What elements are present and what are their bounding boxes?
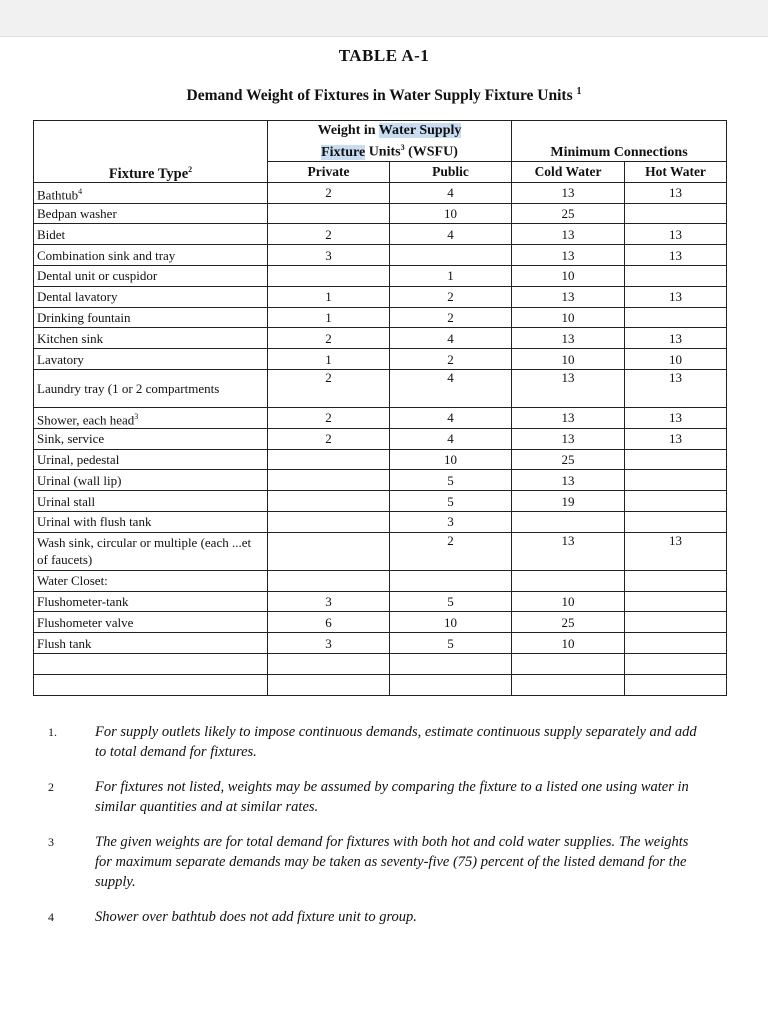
cell-fixture-type-text: Flushometer-tank [37,593,129,609]
cell-public [390,428,512,449]
cell-cold-water [512,407,625,428]
header-cold-water: Cold Water [512,162,625,183]
cell-public-text: 4 [447,330,454,346]
cell-fixture-type-text: Sink, service [37,431,105,447]
cell-hot-water-text: 13 [669,330,682,346]
footnote-item [40,832,700,892]
header-public: Public [390,162,512,183]
cell-hot-water [625,328,727,349]
cell-public [390,511,512,532]
cell-fixture-type [34,224,268,245]
cell-cold-water [512,328,625,349]
cell-fixture-type-text: Dental lavatory [37,289,118,305]
cell-cold-water [512,532,625,570]
cell-cold-water [512,470,625,491]
cell-cold-water [512,307,625,328]
table-row [34,349,727,370]
table-row [34,182,727,203]
cell-cold-water [512,182,625,203]
cell-hot-water-text: 13 [669,247,682,263]
cell-fixture-type [34,449,268,470]
cell-private [268,182,390,203]
cell-public [390,653,512,674]
cell-cold-water [512,674,625,695]
cell-private [268,449,390,470]
cell-private-text: 3 [325,593,332,609]
table-row [34,428,727,449]
cell-hot-water [625,532,727,570]
cell-fixture-type [34,407,268,428]
cell-private-text: 2 [325,330,332,346]
table-row [34,511,727,532]
cell-private-text: 2 [325,431,332,447]
cell-cold-water [512,203,625,224]
cell-fixture-type [34,265,268,286]
cell-fixture-type-text: Kitchen sink [37,330,104,346]
cell-fixture-type [34,491,268,512]
cell-fixture-type-text: Flushometer valve [37,614,134,630]
subtitle-text: Demand Weight of Fixtures in Water Supply Fixture Units [186,87,573,105]
cell-private [268,633,390,654]
cell-private [268,470,390,491]
cell-public [390,407,512,428]
cell-public [390,182,512,203]
footnote-number: 4 [48,910,54,924]
cell-fixture-type-text: Flush tank [37,635,92,651]
cell-hot-water-text: 10 [669,351,682,367]
cell-fixture-type-text: Urinal, pedestal [37,451,120,467]
cell-public [390,286,512,307]
cell-public-text: 2 [447,309,454,325]
cell-private-text: 1 [325,351,332,367]
cell-private-text: 6 [325,614,332,630]
cell-fixture-type-text: Lavatory [37,351,84,367]
cell-private [268,224,390,245]
cell-fixture-type [34,307,268,328]
cell-cold-water-text: 13 [561,410,575,426]
cell-public [390,532,512,570]
footnote-text: Shower over bathtub does not add fixture unit to group. [95,909,417,925]
cell-cold-water-text: 25 [561,614,575,630]
cell-cold-water [512,224,625,245]
table-row [34,265,727,286]
footnote-number: 2 [48,780,54,794]
header-row-group [34,121,727,162]
cell-cold-water [512,511,625,532]
table-row [34,286,727,307]
cell-public-text: 5 [447,472,454,488]
cell-hot-water [625,224,727,245]
cell-cold-water [512,591,625,612]
cell-private-text: 2 [325,410,332,426]
header-min-connections: Minimum Connections [512,121,727,162]
cell-public-text: 2 [447,351,454,367]
table-row [34,307,727,328]
fixture-units-table [33,120,727,696]
cell-hot-water [625,307,727,328]
cell-private-text: 1 [325,289,332,305]
cell-private-text: 2 [325,226,332,242]
table-row [34,674,727,695]
cell-public [390,307,512,328]
cell-private [268,245,390,266]
cell-fixture-type [34,328,268,349]
footnote-item [40,907,700,927]
cell-public [390,369,512,407]
cell-fixture-type-text: Shower, each head [37,412,135,428]
cell-private-text: 3 [325,247,332,263]
cell-private [268,491,390,512]
cell-private [268,653,390,674]
cell-private [268,349,390,370]
cell-cold-water-text: 13 [561,289,575,305]
cell-fixture-type-text: Urinal with flush tank [37,514,152,530]
table-row [34,491,727,512]
cell-hot-water [625,570,727,591]
cell-hot-water [625,653,727,674]
footnotes [40,722,700,942]
cell-private [268,428,390,449]
cell-cold-water [512,265,625,286]
cell-fixture-type [34,428,268,449]
cell-hot-water [625,245,727,266]
footnote-text: For fixtures not listed, weights may be assumed by comparing the fixture to a listed one using water in similar quantities and at similar rates. [95,779,689,815]
cell-hot-water-text: 13 [669,185,682,201]
header-hot-water: Hot Water [625,162,727,183]
cell-cold-water-text: 10 [561,635,575,651]
table-row [34,612,727,633]
cell-hot-water [625,633,727,654]
table-row [34,203,727,224]
cell-cold-water [512,449,625,470]
table-row [34,369,727,407]
table-row [34,591,727,612]
footnote-text: For supply outlets likely to impose continuous demands, estimate continuous supply separately and add to total demand for fixtures. [95,724,697,760]
cell-private [268,328,390,349]
cell-private [268,203,390,224]
cell-hot-water-text: 13 [669,226,682,242]
cell-hot-water [625,612,727,633]
cell-hot-water [625,349,727,370]
cell-fixture-type [34,511,268,532]
cell-hot-water-text: 13 [669,289,682,305]
table-row [34,245,727,266]
cell-public-text: 10 [444,451,457,467]
cell-public-text: 4 [447,410,454,426]
wsfu-label-post-1: Units [365,145,401,160]
cell-hot-water [625,182,727,203]
cell-cold-water-text: 13 [561,330,575,346]
cell-private-text: 2 [325,369,332,385]
wsfu-highlight-1: Water Supply [378,123,462,139]
header-private: Private [268,162,390,183]
cell-public [390,449,512,470]
cell-cold-water-text: 13 [561,472,575,488]
cell-fixture-type-text: Bidet [37,226,66,242]
cell-fixture-type [34,570,268,591]
cell-cold-water-text: 13 [561,185,575,201]
cell-fixture-type [34,633,268,654]
cell-public-text: 10 [444,614,457,630]
cell-hot-water [625,470,727,491]
cell-public-text: 2 [447,289,454,305]
cell-fixture-type [34,349,268,370]
fixture-footnote-mark: 4 [78,186,83,196]
cell-cold-water [512,491,625,512]
cell-public [390,470,512,491]
cell-public [390,570,512,591]
cell-cold-water-text: 10 [561,593,575,609]
cell-private [268,570,390,591]
cell-private [268,612,390,633]
cell-fixture-type [34,674,268,695]
cell-cold-water [512,570,625,591]
cell-cold-water [512,369,625,407]
cell-public [390,612,512,633]
wsfu-label-pre: Weight in [317,123,379,139]
cell-cold-water [512,349,625,370]
cell-fixture-type [34,532,268,570]
cell-private-text: 3 [325,635,332,651]
cell-hot-water [625,491,727,512]
cell-fixture-type [34,612,268,633]
cell-fixture-type [34,653,268,674]
cell-public [390,224,512,245]
cell-hot-water [625,203,727,224]
cell-public-text: 4 [447,431,454,447]
cell-public [390,203,512,224]
cell-private [268,286,390,307]
cell-hot-water-text: 13 [669,369,682,385]
cell-cold-water [512,612,625,633]
cell-private [268,591,390,612]
header-wsfu-group [268,121,512,162]
footnote-item [40,777,700,817]
cell-hot-water [625,369,727,407]
cell-cold-water [512,653,625,674]
cell-hot-water [625,428,727,449]
cell-cold-water-text: 10 [561,268,575,284]
cell-fixture-type [34,182,268,203]
footnote-number: 3 [48,835,54,849]
table-row [34,224,727,245]
wsfu-label-post-2: (WSFU) [404,145,458,160]
cell-fixture-type [34,591,268,612]
table-row [34,570,727,591]
footnote-number: 1. [48,725,57,739]
cell-private-text: 1 [325,309,332,325]
cell-cold-water-text: 25 [561,451,575,467]
cell-fixture-type-text: Laundry tray (1 or 2 compartments [37,380,220,396]
cell-public-text: 2 [447,532,454,548]
cell-cold-water-text: 19 [561,493,575,509]
table-row [34,532,727,570]
cell-cold-water-text: 13 [561,247,575,263]
cell-fixture-type-text: Wash sink, circular or multiple (each ...et of faucets) [37,535,252,568]
cell-public-text: 10 [444,205,457,221]
cell-cold-water [512,633,625,654]
cell-fixture-type-text: Urinal (wall lip) [37,472,122,488]
footnote-item [40,722,700,762]
cell-cold-water [512,245,625,266]
cell-fixture-type-text: Bathtub [37,186,79,202]
cell-hot-water-text: 13 [669,431,682,447]
cell-hot-water-text: 13 [669,532,682,548]
cell-hot-water [625,286,727,307]
cell-private [268,369,390,407]
cell-public-text: 4 [447,185,454,201]
cell-hot-water-text: 13 [669,410,682,426]
cell-public-text: 5 [447,493,454,509]
cell-public [390,265,512,286]
cell-fixture-type [34,369,268,407]
cell-private-text: 2 [325,185,332,201]
cell-private [268,265,390,286]
cell-public-text: 5 [447,635,454,651]
cell-public-text: 3 [447,514,454,530]
cell-hot-water [625,511,727,532]
cell-cold-water-text: 13 [561,431,575,447]
header-fixture-type [34,121,268,183]
cell-hot-water [625,674,727,695]
fixture-type-footnote-mark: 2 [188,164,193,174]
fixture-type-label: Fixture Type [108,165,189,182]
cell-public-text: 1 [447,268,454,284]
cell-public [390,674,512,695]
cell-hot-water [625,591,727,612]
fixture-footnote-mark: 3 [134,411,139,421]
cell-fixture-type-text: Bedpan washer [37,205,117,221]
table-row [34,449,727,470]
cell-cold-water-text: 13 [561,532,575,548]
cell-fixture-type-text: Water Closet: [37,573,108,589]
table-row [34,328,727,349]
cell-fixture-type [34,470,268,491]
cell-fixture-type-text: Dental unit or cuspidor [37,268,158,284]
cell-public [390,349,512,370]
cell-public [390,591,512,612]
cell-private [268,307,390,328]
cell-public [390,245,512,266]
cell-cold-water [512,428,625,449]
subtitle-footnote-mark: 1 [576,86,582,97]
wsfu-footnote-mark: 3 [400,143,405,153]
footnote-text: The given weights are for total demand for fixtures with both hot and cold water supplies. The weights for maximum separate demands may be taken as seventy-five (75) percent of the listed demand for the supply. [95,834,689,890]
table-title: TABLE A-1 [338,46,430,65]
cell-cold-water-text: 13 [561,226,575,242]
viewer-top-bar [0,0,768,37]
cell-public [390,633,512,654]
cell-private [268,674,390,695]
table-body [34,182,727,695]
wsfu-highlight-2: Fixture [321,145,366,160]
cell-public-text: 4 [447,226,454,242]
cell-hot-water [625,449,727,470]
cell-fixture-type [34,203,268,224]
table-subtitle [0,86,768,105]
cell-cold-water-text: 10 [561,351,575,367]
cell-private [268,532,390,570]
cell-fixture-type [34,245,268,266]
cell-public [390,328,512,349]
cell-private [268,511,390,532]
cell-fixture-type [34,286,268,307]
cell-cold-water-text: 10 [561,309,575,325]
cell-private [268,407,390,428]
table-row [34,653,727,674]
cell-hot-water [625,407,727,428]
cell-fixture-type-text: Urinal stall [37,493,96,509]
cell-cold-water-text: 13 [561,369,575,385]
cell-cold-water-text: 25 [561,205,575,221]
table-row [34,470,727,491]
table-row [34,407,727,428]
cell-cold-water [512,286,625,307]
cell-fixture-type-text: Drinking fountain [37,309,131,325]
table-row [34,633,727,654]
cell-hot-water [625,265,727,286]
cell-public-text: 4 [447,369,454,385]
cell-public [390,491,512,512]
cell-public-text: 5 [447,593,454,609]
cell-fixture-type-text: Combination sink and tray [37,247,176,263]
